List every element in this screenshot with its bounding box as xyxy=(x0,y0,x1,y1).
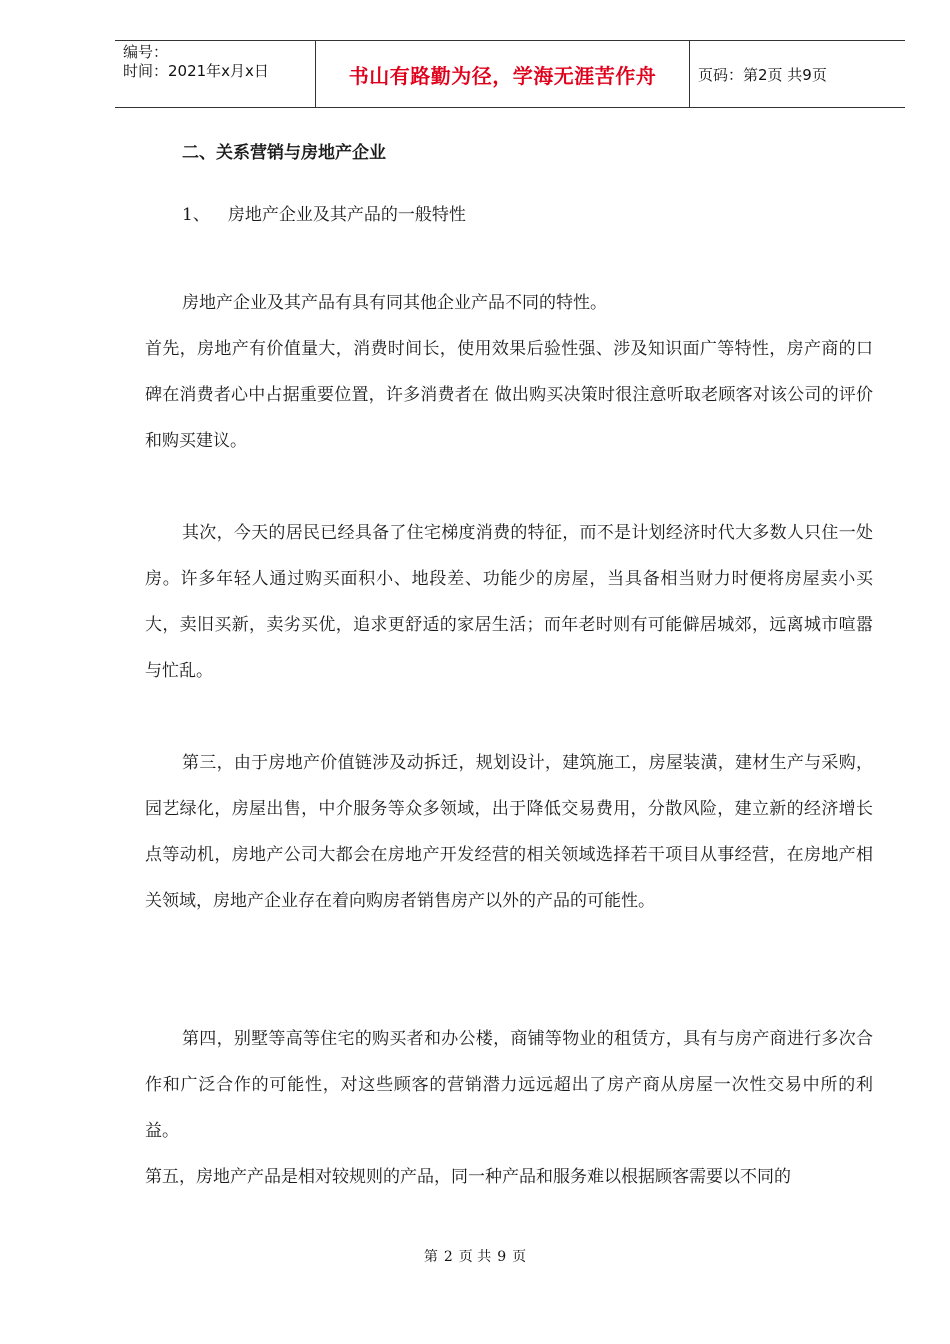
paragraph-third: 第三，由于房地产价值链涉及动拆迁，规划设计，建筑施工，房屋装潢，建材生产与采购，园艺绿化，房屋出售，中介服务等众多领域，出于降低交易费用，分散风险，建立新的经济增长点等动机，房地产公司大都会在房地产开发经营的相关领域选择若干项目从事经营，在房地产相关领域，房地产企业存在着向购房者销售房产以外的产品的可能性。 xyxy=(145,753,873,911)
footer-total-pages: 9 xyxy=(497,1249,507,1265)
header-meta xyxy=(123,43,313,81)
time-label: 时间：2021年x月x日 xyxy=(123,62,269,80)
paragraph-fifth: 第五，房地产产品是相对较规则的产品，同一种产品和服务难以根据顾客需要以不同的 xyxy=(145,1167,791,1187)
header-motto: 书山有路勤为径，学海无涯苦作舟 xyxy=(348,63,657,88)
page-header xyxy=(115,40,905,108)
paragraph-second: 其次，今天的居民已经具备了住宅梯度消费的特征，而不是计划经济时代大多数人只住一处房。许多年轻人通过购买面积小、地段差、功能少的房屋，当具备相当财力时便将房屋卖小买大，卖旧买新，卖劣买优，追求更舒适的家居生活；而年老时则有可能僻居城郊，远离城市喧嚣与忙乱。 xyxy=(145,523,873,681)
footer-prefix: 第 xyxy=(423,1249,438,1265)
footer-page-number: 2 xyxy=(443,1249,453,1265)
section-title: 二、关系营销与房地产企业 xyxy=(182,143,386,163)
paragraph-intro: 房地产企业及其产品有具有同其他企业产品不同的特性。 xyxy=(182,293,607,313)
subsection-title: 房地产企业及其产品的一般特性 xyxy=(227,205,466,225)
page-footer xyxy=(0,1246,950,1266)
header-page-label: 页码：第2页 共9页 xyxy=(698,65,827,84)
header-divider xyxy=(689,41,690,107)
footer-suffix: 页 xyxy=(512,1249,527,1265)
paragraph-first: 首先，房地产有价值量大，消费时间长，使用效果后验性强、涉及知识面广等特性，房产商的口碑在消费者心中占据重要位置，许多消费者在 做出购买决策时很注意听取老顾客对该公司的评价和购买建议。 xyxy=(145,339,873,451)
subsection-heading xyxy=(182,200,466,225)
subsection-number: 1、 xyxy=(182,205,210,225)
footer-middle: 页 共 xyxy=(458,1249,492,1265)
paragraph-fourth: 第四，别墅等高等住宅的购买者和办公楼，商铺等物业的租赁方，具有与房产商进行多次合作和广泛合作的可能性，对这些顾客的营销潜力远远超出了房产商从房屋一次性交易中所的利益。 xyxy=(145,1029,873,1141)
number-label: 编号： xyxy=(123,43,169,61)
